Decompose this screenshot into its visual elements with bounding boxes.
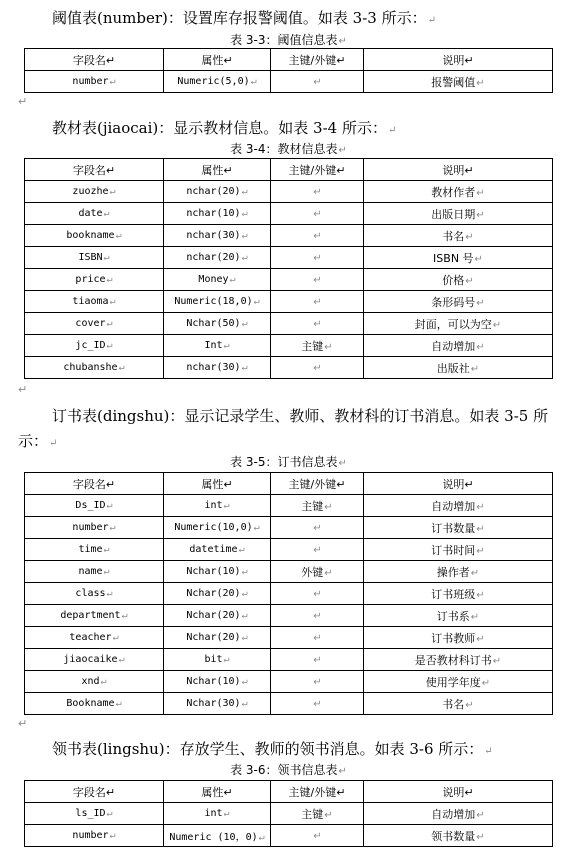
cell-mark: ↵ <box>336 785 346 799</box>
table-row <box>25 517 553 539</box>
cell-mark: ↵ <box>253 522 260 533</box>
table-3-4-intro: 教材表(jiaocai)：显示教材信息。如表 3-4 所示：↵ <box>52 119 397 137</box>
cell-mark: ↵ <box>313 253 322 264</box>
table-cell: price↵ <box>25 269 164 291</box>
table-header-row <box>25 781 553 803</box>
cell-mark: ↵ <box>313 611 322 622</box>
cell-mark: ↵ <box>476 297 485 309</box>
cell-mark: ↵ <box>465 231 474 243</box>
table-cell: 使用学年度↵ <box>364 671 553 693</box>
order-info-table <box>24 472 553 715</box>
table-row <box>25 539 553 561</box>
table-row <box>25 291 553 313</box>
table-cell: number↵ <box>25 517 164 539</box>
table-cell: Bookname↵ <box>25 693 164 715</box>
table-cell <box>271 693 364 715</box>
table-cell: xnd↵ <box>25 671 164 693</box>
cell-mark: ↵ <box>241 208 248 219</box>
paragraph-mark: ↵ <box>18 95 28 108</box>
table-cell: ISBN↵ <box>25 247 164 269</box>
table-cell: time↵ <box>25 539 164 561</box>
cell-mark: ↵ <box>313 275 322 286</box>
table-cell <box>271 203 364 225</box>
cell-mark: ↵ <box>324 809 333 821</box>
cell-mark: ↵ <box>313 523 322 534</box>
table-row <box>25 803 553 825</box>
cell-mark: ↵ <box>313 297 322 308</box>
cell-mark: ↵ <box>324 567 333 579</box>
cell-mark: ↵ <box>492 655 502 667</box>
table-cell: Nchar(20)↵ <box>164 627 271 649</box>
cell-mark: ↵ <box>313 363 322 374</box>
table-cell: nchar(10)↵ <box>164 203 271 225</box>
cell-mark: ↵ <box>103 566 110 577</box>
cell-mark: ↵ <box>223 654 230 665</box>
table-header-row <box>25 159 553 181</box>
cell-mark: ↵ <box>103 544 110 555</box>
cell-mark: ↵ <box>241 632 248 643</box>
table-cell: 操作者↵ <box>364 561 553 583</box>
table-cell: zuozhe↵ <box>25 181 164 203</box>
cell-mark: ↵ <box>223 53 233 67</box>
cell-mark: ↵ <box>470 567 480 579</box>
table-cell <box>271 269 364 291</box>
table-cell: Nchar(10)↵ <box>164 671 271 693</box>
table-row <box>25 203 553 225</box>
cell-mark: ↵ <box>121 610 128 621</box>
table-cell: 书名↵ <box>364 693 553 715</box>
table-header-row <box>25 49 553 71</box>
table-cell: int↵ <box>164 495 271 517</box>
cell-mark: ↵ <box>106 588 113 599</box>
cell-mark: ↵ <box>313 633 322 644</box>
table-cell: 订书系↵ <box>364 605 553 627</box>
cell-mark: ↵ <box>241 252 248 263</box>
table-cell: bit↵ <box>164 649 271 671</box>
column-header: 字段名↵ <box>25 49 164 71</box>
cell-mark: ↵ <box>238 544 245 555</box>
table-cell: nchar(20)↵ <box>164 247 271 269</box>
cell-mark: ↵ <box>470 611 480 623</box>
cell-mark: ↵ <box>241 318 248 329</box>
table-cell: 书名↵ <box>364 225 553 247</box>
cell-mark: ↵ <box>313 187 322 198</box>
table-cell <box>271 181 364 203</box>
table-cell: datetime↵ <box>164 539 271 561</box>
paragraph-mark: ↵ <box>18 717 28 730</box>
table-cell: number↵ <box>25 71 164 93</box>
table-3-3-caption: 表 3-3：阈值信息表↵ <box>230 33 347 47</box>
table-cell: 订书教师↵ <box>364 627 553 649</box>
table-cell: jc_ID↵ <box>25 335 164 357</box>
cell-mark: ↵ <box>476 523 485 535</box>
cell-mark: ↵ <box>476 209 485 221</box>
cell-mark: ↵ <box>241 676 248 687</box>
table-row <box>25 605 553 627</box>
column-header: 主键/外键↵ <box>271 159 364 181</box>
cell-mark: ↵ <box>106 340 113 351</box>
cell-mark: ↵ <box>229 274 236 285</box>
table-cell: department↵ <box>25 605 164 627</box>
cell-mark: ↵ <box>313 831 322 842</box>
cell-mark: ↵ <box>476 501 485 513</box>
table-row <box>25 495 553 517</box>
table-row <box>25 225 553 247</box>
table-cell: nchar(30)↵ <box>164 225 271 247</box>
table-cell: number↵ <box>25 825 164 847</box>
table-row <box>25 313 553 335</box>
paragraph-mark: ↵ <box>18 383 28 396</box>
cell-mark: ↵ <box>465 699 474 711</box>
table-row <box>25 71 553 93</box>
column-header: 主键/外键↵ <box>271 473 364 495</box>
column-header: 属性↵ <box>164 473 271 495</box>
table-cell: 封面，可以为空↵ <box>364 313 553 335</box>
table-3-5-intro-line2: 示：↵ <box>18 432 58 450</box>
table-cell: nchar(20)↵ <box>164 181 271 203</box>
table-cell: int↵ <box>164 803 271 825</box>
column-header: 说明↵ <box>364 49 553 71</box>
table-cell: 自动增加↵ <box>364 335 553 357</box>
table-cell: Nchar(30)↵ <box>164 693 271 715</box>
table-cell: chubanshe↵ <box>25 357 164 379</box>
column-header: 说明↵ <box>364 781 553 803</box>
cell-mark: ↵ <box>115 230 122 241</box>
column-header: 属性↵ <box>164 49 271 71</box>
cell-mark: ↵ <box>476 831 485 843</box>
table-row <box>25 693 553 715</box>
cell-mark: ↵ <box>105 785 116 799</box>
table-cell: tiaoma↵ <box>25 291 164 313</box>
cell-mark: ↵ <box>223 477 233 491</box>
cell-mark: ↵ <box>481 677 491 689</box>
table-cell <box>271 605 364 627</box>
cell-mark: ↵ <box>109 186 116 197</box>
table-cell: class↵ <box>25 583 164 605</box>
cell-mark: ↵ <box>253 296 260 307</box>
table-row <box>25 583 553 605</box>
table-row <box>25 671 553 693</box>
table-row <box>25 627 553 649</box>
table-cell: 领书数量↵ <box>364 825 553 847</box>
cell-mark: ↵ <box>336 163 346 177</box>
table-cell: nchar(30)↵ <box>164 357 271 379</box>
cell-mark: ↵ <box>258 832 265 843</box>
cell-mark: ↵ <box>250 76 257 87</box>
cell-mark: ↵ <box>476 809 485 821</box>
cell-mark: ↵ <box>313 77 322 88</box>
table-cell: 订书数量↵ <box>364 517 553 539</box>
cell-mark: ↵ <box>313 655 322 666</box>
table-row <box>25 561 553 583</box>
table-cell: Int↵ <box>164 335 271 357</box>
cell-mark: ↵ <box>106 274 113 285</box>
cell-mark: ↵ <box>313 231 322 242</box>
cell-mark: ↵ <box>476 341 485 353</box>
cell-mark: ↵ <box>313 677 322 688</box>
table-cell: Numeric(5,0)↵ <box>164 71 271 93</box>
table-cell: bookname↵ <box>25 225 164 247</box>
cell-mark: ↵ <box>115 698 122 709</box>
cell-mark: ↵ <box>476 187 485 199</box>
cell-mark: ↵ <box>112 632 119 643</box>
cell-mark: ↵ <box>103 208 110 219</box>
table-cell: jiaocaike↵ <box>25 649 164 671</box>
table-row <box>25 649 553 671</box>
table-cell: Numeric(18,0)↵ <box>164 291 271 313</box>
cell-mark: ↵ <box>464 785 474 799</box>
cell-mark: ↵ <box>109 76 116 87</box>
cell-mark: ↵ <box>105 477 116 491</box>
table-cell <box>271 313 364 335</box>
table-cell <box>271 539 364 561</box>
cell-mark: ↵ <box>241 362 248 373</box>
cell-mark: ↵ <box>109 830 116 841</box>
table-cell: 是否教材科订书↵ <box>364 649 553 671</box>
column-header: 属性↵ <box>164 781 271 803</box>
table-cell <box>271 71 364 93</box>
table-cell: 教材作者↵ <box>364 181 553 203</box>
cell-mark: ↵ <box>313 589 322 600</box>
cell-mark: ↵ <box>313 209 322 220</box>
table-cell: Nchar(20)↵ <box>164 605 271 627</box>
cell-mark: ↵ <box>313 319 322 330</box>
table-row <box>25 269 553 291</box>
table-cell: 价格↵ <box>364 269 553 291</box>
table-cell <box>271 517 364 539</box>
cell-mark: ↵ <box>106 500 113 511</box>
cell-mark: ↵ <box>106 808 113 819</box>
column-header: 说明↵ <box>364 473 553 495</box>
table-cell <box>271 247 364 269</box>
table-cell: 主键↵ <box>271 335 364 357</box>
cell-mark: ↵ <box>464 477 474 491</box>
cell-mark: ↵ <box>324 501 333 513</box>
cell-mark: ↵ <box>492 319 502 331</box>
table-cell: 主键↵ <box>271 803 364 825</box>
table-row <box>25 247 553 269</box>
cell-mark: ↵ <box>223 500 230 511</box>
column-header: 说明↵ <box>364 159 553 181</box>
cell-mark: ↵ <box>223 785 233 799</box>
table-3-4-caption: 表 3-4：教材信息表↵ <box>230 142 347 156</box>
cell-mark: ↵ <box>476 77 485 89</box>
table-3-3-intro: 阈值表(number)：设置库存报警阈值。如表 3-3 所示：↵ <box>52 9 436 27</box>
table-cell: ls_ID↵ <box>25 803 164 825</box>
cell-mark: ↵ <box>241 610 248 621</box>
table-cell: 报警阈值↵ <box>364 71 553 93</box>
cell-mark: ↵ <box>100 676 107 687</box>
cell-mark: ↵ <box>470 363 480 375</box>
cell-mark: ↵ <box>464 163 474 177</box>
table-cell: Nchar(20)↵ <box>164 583 271 605</box>
column-header: 字段名↵ <box>25 159 164 181</box>
column-header: 主键/外键↵ <box>271 781 364 803</box>
cell-mark: ↵ <box>241 186 248 197</box>
cell-mark: ↵ <box>474 253 483 265</box>
table-cell: 条形码号↵ <box>364 291 553 313</box>
table-cell: Money↵ <box>164 269 271 291</box>
column-header: 属性↵ <box>164 159 271 181</box>
table-cell: 主键↵ <box>271 495 364 517</box>
cell-mark: ↵ <box>223 808 230 819</box>
cell-mark: ↵ <box>241 230 248 241</box>
cell-mark: ↵ <box>223 340 230 351</box>
cell-mark: ↵ <box>241 698 248 709</box>
table-row <box>25 335 553 357</box>
cell-mark: ↵ <box>118 654 125 665</box>
cell-mark: ↵ <box>109 522 116 533</box>
cell-mark: ↵ <box>105 163 116 177</box>
table-3-5-intro-line1: 订书表(dingshu)：显示记录学生、教师、教材科的订书消息。如表 3-5 所 <box>52 407 549 425</box>
cell-mark: ↵ <box>223 163 233 177</box>
threshold-info-table <box>24 48 553 93</box>
cell-mark: ↵ <box>336 477 346 491</box>
cell-mark: ↵ <box>476 545 485 557</box>
cell-mark: ↵ <box>241 566 248 577</box>
table-3-6-intro: 领书表(lingshu)：存放学生、教师的领书消息。如表 3-6 所示：↵ <box>52 740 493 758</box>
table-row <box>25 181 553 203</box>
table-cell: 出版日期↵ <box>364 203 553 225</box>
cell-mark: ↵ <box>109 296 116 307</box>
table-cell: cover↵ <box>25 313 164 335</box>
table-cell <box>271 291 364 313</box>
table-cell: teacher↵ <box>25 627 164 649</box>
cell-mark: ↵ <box>465 275 474 287</box>
table-cell: Ds_ID↵ <box>25 495 164 517</box>
table-row <box>25 357 553 379</box>
table-cell <box>271 649 364 671</box>
textbook-info-table <box>24 158 553 379</box>
table-cell <box>271 225 364 247</box>
table-cell <box>271 671 364 693</box>
table-cell <box>271 583 364 605</box>
cell-mark: ↵ <box>336 53 346 67</box>
column-header: 字段名↵ <box>25 781 164 803</box>
cell-mark: ↵ <box>476 633 485 645</box>
cell-mark: ↵ <box>106 318 113 329</box>
column-header: 字段名↵ <box>25 473 164 495</box>
table-cell <box>271 825 364 847</box>
table-cell: Nchar(10)↵ <box>164 561 271 583</box>
table-cell <box>271 627 364 649</box>
table-cell: Numeric (10，0)↵ <box>164 825 271 847</box>
table-cell: name↵ <box>25 561 164 583</box>
cell-mark: ↵ <box>313 545 322 556</box>
table-3-5-caption: 表 3-5：订书信息表↵ <box>230 455 347 469</box>
table-cell <box>271 357 364 379</box>
table-cell: ISBN 号↵ <box>364 247 553 269</box>
table-cell: 自动增加↵ <box>364 495 553 517</box>
table-header-row <box>25 473 553 495</box>
cell-mark: ↵ <box>324 341 333 353</box>
table-cell: 出版社↵ <box>364 357 553 379</box>
column-header: 主键/外键↵ <box>271 49 364 71</box>
cell-mark: ↵ <box>118 362 125 373</box>
cell-mark: ↵ <box>464 53 474 67</box>
collect-info-table <box>24 780 553 847</box>
cell-mark: ↵ <box>105 53 116 67</box>
cell-mark: ↵ <box>241 588 248 599</box>
cell-mark: ↵ <box>476 589 485 601</box>
table-cell: date↵ <box>25 203 164 225</box>
cell-mark: ↵ <box>103 252 110 263</box>
table-row <box>25 825 553 847</box>
cell-mark: ↵ <box>313 699 322 710</box>
table-cell: 订书班级↵ <box>364 583 553 605</box>
table-cell: Nchar(50)↵ <box>164 313 271 335</box>
table-cell: 外键↵ <box>271 561 364 583</box>
table-cell: Numeric(10,0)↵ <box>164 517 271 539</box>
table-3-6-caption: 表 3-6：领书信息表↵ <box>230 763 347 777</box>
table-cell: 订书时间↵ <box>364 539 553 561</box>
table-cell: 自动增加↵ <box>364 803 553 825</box>
